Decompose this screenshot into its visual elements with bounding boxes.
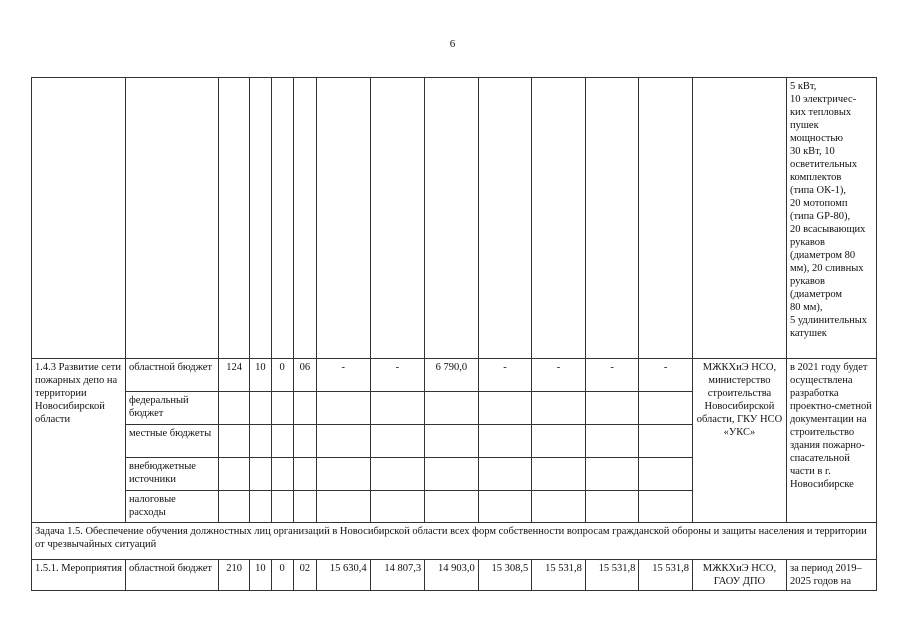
vr-code: 02 <box>293 560 316 591</box>
task-15-row <box>32 523 877 560</box>
continuation-result-line: 5 удлинительных <box>789 315 868 326</box>
measure-143-name: 1.4.3 Развитие сети пожарных депо на территории Новосибирской области <box>32 359 126 523</box>
pr-code: 0 <box>271 359 293 392</box>
value-2022: - <box>478 359 532 392</box>
continuation-result-line: (диаметром <box>789 289 843 300</box>
funding-source: областной бюджет <box>126 560 219 591</box>
continuation-result-line: рукавов <box>789 276 826 287</box>
continuation-result-line: катушек <box>789 328 827 339</box>
pr-code: 0 <box>271 560 293 591</box>
continuation-result-line: (диаметром 80 <box>789 250 856 261</box>
continuation-result-line: (типа ОК-1), <box>789 185 847 196</box>
value-2022: 15 308,5 <box>478 560 532 591</box>
funding-source: областной бюджет <box>126 359 219 392</box>
value-2023: 15 531,8 <box>532 560 586 591</box>
rz-code: 10 <box>250 560 271 591</box>
value-2024: 15 531,8 <box>585 560 639 591</box>
continuation-result-line: рукавов <box>789 237 826 248</box>
value-2019: 15 630,4 <box>317 560 371 591</box>
value-2021: 14 903,0 <box>425 560 479 591</box>
continuation-result-line: 5 кВт, <box>789 81 817 92</box>
continuation-result-line: 10 электричес- <box>789 94 857 105</box>
continuation-result <box>786 78 876 359</box>
measure-151-executor: МЖКХиЭ НСО, ГАОУ ДПО <box>692 560 786 591</box>
funding-source: налоговые расходы <box>126 491 219 523</box>
value-2020: 14 807,3 <box>370 560 425 591</box>
funding-source: местные бюджеты <box>126 425 219 458</box>
measure-151-row <box>32 560 877 591</box>
value-2023: - <box>532 359 586 392</box>
funding-source: федеральный бюджет <box>126 392 219 425</box>
continuation-result-line: 20 мотопомп <box>789 198 848 209</box>
value-2021: 6 790,0 <box>425 359 479 392</box>
continuation-result-line: комплектов <box>789 172 842 183</box>
continuation-result-line: 20 всасывающих <box>789 224 866 235</box>
vr-code: 06 <box>293 359 316 392</box>
value-2024: - <box>585 359 639 392</box>
continuation-row <box>32 78 877 359</box>
program-table <box>31 77 877 591</box>
value-2025: 15 531,8 <box>639 560 693 591</box>
value-2020: - <box>370 359 425 392</box>
task-15-text: Задача 1.5. Обеспечение обучения должностных лиц организаций в Новосибирской области всех форм собственности вопросам гражданской обороны и защиты населения и территории от чрезвычайных ситуаций <box>32 523 877 560</box>
continuation-result-line: 30 кВт, 10 <box>789 146 835 157</box>
measure-143-result: в 2021 году будет осуществлена разработка проектно-сметной документации на строительство здания пожарно-спасательной части в г. Новосибирске <box>786 359 876 523</box>
continuation-result-line: ких тепловых <box>789 107 852 118</box>
continuation-result-line: осветительных <box>789 159 858 170</box>
measure-143-row-regional <box>32 359 877 392</box>
continuation-result-line: пушек <box>789 120 819 131</box>
grbs-code: 124 <box>218 359 249 392</box>
value-2019: - <box>317 359 371 392</box>
funding-source: внебюджетные источники <box>126 458 219 491</box>
measure-151-name: 1.5.1. Мероприятия <box>32 560 126 591</box>
value-2025: - <box>639 359 693 392</box>
grbs-code: 210 <box>218 560 249 591</box>
continuation-result-line: (типа GP-80), <box>789 211 851 222</box>
continuation-result-line: 80 мм), <box>789 302 823 313</box>
page-number: 6 <box>449 38 456 50</box>
measure-143-executor: МЖКХиЭ НСО, министерство строительства Новосибирской области, ГКУ НСО «УКС» <box>692 359 786 523</box>
measure-151-result: за период 2019–2025 годов на <box>786 560 876 591</box>
rz-code: 10 <box>250 359 271 392</box>
continuation-result-line: мощностью <box>789 133 843 144</box>
continuation-result-line: мм), 20 сливных <box>789 263 864 274</box>
